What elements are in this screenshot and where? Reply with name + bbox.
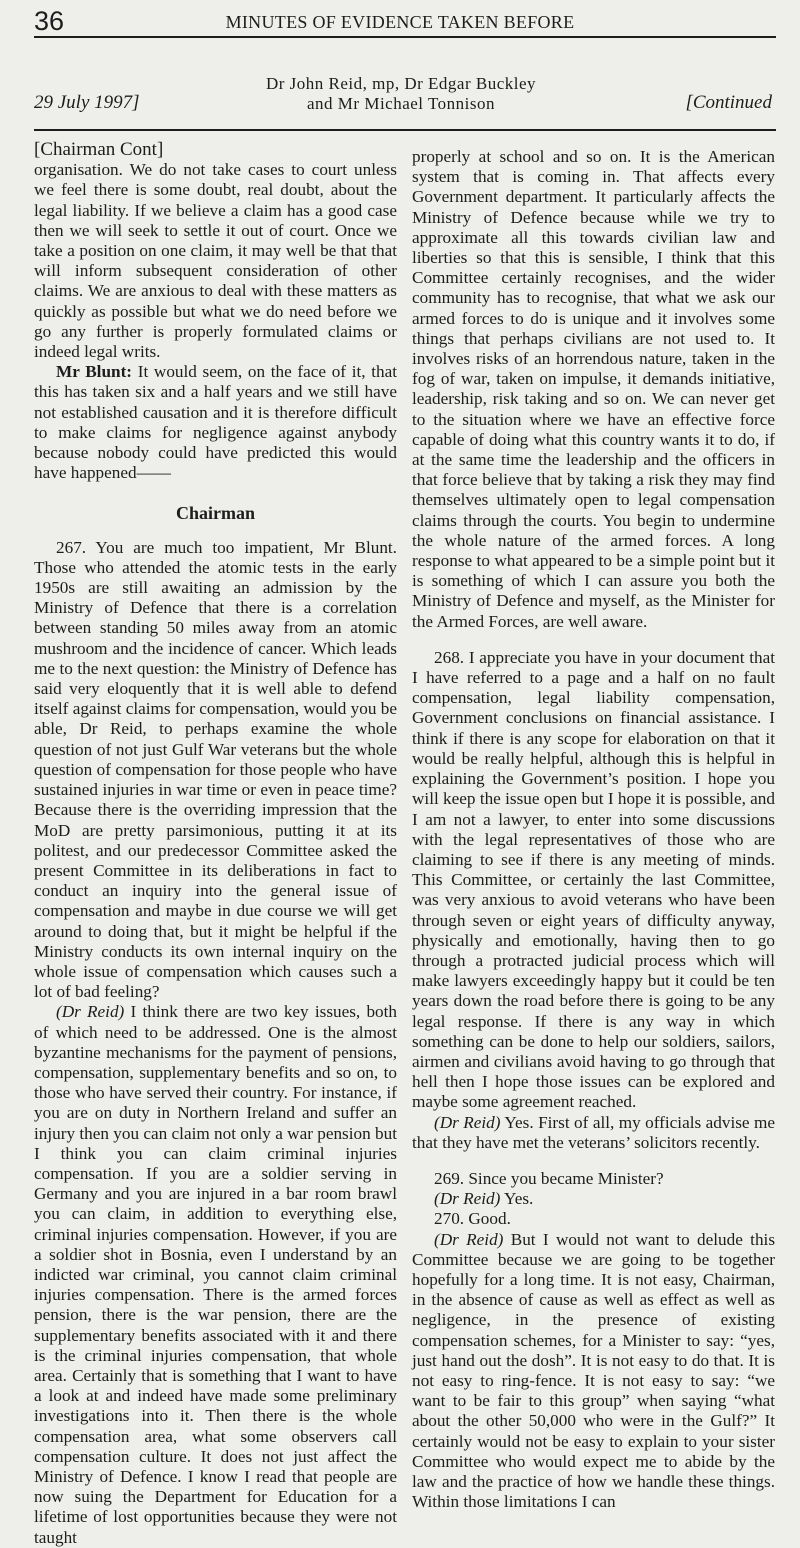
speaker: (Dr Reid) xyxy=(434,1229,504,1249)
left-column xyxy=(34,140,397,1548)
speaker: (Dr Reid) xyxy=(56,1002,125,1022)
question-270 xyxy=(412,1209,775,1229)
question-number: 270. xyxy=(434,1209,465,1229)
speech: It would seem, on the face of it, that this has taken six and a half years and we still have not established causation and it is therefore difficult to make claims for negligence against anybody because nobody could have predicted this would have happened—— xyxy=(34,362,397,483)
question-269 xyxy=(412,1169,775,1189)
chairman-cont-label: [Chairman Cont] xyxy=(34,139,164,160)
answer-text: Yes. First of all, my officials advise me that they have met the veterans’ solicitors recently. xyxy=(412,1112,775,1152)
answer-267 xyxy=(34,1002,397,1547)
paragraph: organisation. We do not take cases to court unless we feel there is some doubt, real doubt, about the legal liability. If we believe a claim has a good case then we will seek to settle it out of court. Once we take a position on one claim, it may well be that that will inform subsequent consideration of other claims. We are anxious to deal with these matters as quickly as possible but what we do need before we go any further is properly formulated claims or indeed legal writs. xyxy=(34,160,397,362)
question-text: Good. xyxy=(468,1209,511,1229)
answer-270 xyxy=(412,1230,775,1513)
question-268 xyxy=(412,648,775,1113)
question-number: 268. xyxy=(434,647,465,667)
page-number: 36 xyxy=(34,6,65,36)
question-text: You are much too impatient, Mr Blunt. Those who attended the atomic tests in the early 1950s are still awaiting an admission by the Ministry of Defence that there is a correlation between standing 50 miles away from an atomic mushroom and the incidence of cancer. Which leads me to the next question: the Ministry of Defence has said very eloquently that it is well able to defend itself against claims for compensation, would you be able, Dr Reid, to perhaps examine the whole question of not just Gulf War veterans but the whole question of compensation for those people who have sustained injuries in war time or even in peace time? Because there is the overriding impression that the MoD are pretty parsimonious, putting it at its politest, and our predecessor Committee asked the present Committee in its deliberations in fact to conduct an inquiry into the general issue of compensation and maybe in due course we will get around to doing that, but it might be helpful if the Ministry conducts its own internal inquiry on the whole issue of compensation which causes such a lot of bad feeling? xyxy=(34,537,397,1002)
header-rule xyxy=(34,129,776,131)
section-heading: Chairman xyxy=(175,503,255,524)
question-text: I appreciate you have in your document that I have referred to a page and a half on no fault compensation, legal liability compensation, Government conclusions on financial assistance. I think if there is any scope for elaboration on that it would be really helpful, although this is helpful in explaining the Government’s position. I hope you will keep the issue open but I hope it is possible, and I am not a lawyer, to enter into some discussions with the legal representatives of those who are claiming to see if there is any meeting of minds. This Committee, or certainly the last Committee, was very anxious to avoid veterans who have been through seven or eight years of difficulty anyway, physically and emotionally, having then to go through a protracted judicial process which will make lawyers exceedingly happy but it could be ten years down the road before there is going to be any legal response. If there is any way in which something can be done to help our soldiers, sailors, airmen and civilians avoid having to go through that hell then I hope those issues can be explored and maybe some agreement reached. xyxy=(412,647,776,1112)
paragraph-blunt xyxy=(34,362,397,483)
continued-marker: [Continued xyxy=(685,92,772,113)
answer-text: But I would not want to delude this Committee because we are going to be together hopefully for a long time. It is not easy, Chairman, in the absence of cause as well as effect as well as negligence, in the presence of existing compensation schemes, for a Minister to say: “yes, just hand out the dosh”. It is not easy to do that. It is not easy to ring-fence. It is not easy to say: “we want to be fair to this group” when saying “what about the other 50,000 who were in the Gulf?” It certainly would not be easy to explain to your sister Committee who would expect me to abide by the law and the practice of how we handle these things. Within those limitations I can xyxy=(412,1229,776,1512)
answer-text: I think there are two key issues, both of which need to be addressed. One is the almost byzantine mechanisms for the payment of pensions, compensation, supplementary benefits and so on, to those who have served their country. For instance, if you are on duty in Northern Ireland and suffer an injury then you can claim not only a war pension but I think you can claim criminal injuries compensation. If you are a soldier serving in Germany and you are injured in a bar room brawl you can claim, in addition to everything else, criminal injuries compensation. However, if you are a soldier shot in Bosnia, even I understand by an indicted war criminal, you cannot claim criminal injuries compensation. There is the armed forces pension, there is the war pension, there are the supplementary benefits associated with it and there is the criminal injuries compensation, that whole area. Certainly that is something that I want to have a look at and indeed have made some preliminary investigations into it. Then there is the whole compensation area, what some observers call compensation culture. It does not just affect the Ministry of Defence. I know I read that people are now suing the Department for Education for a lifetime of lost opportunities because they were not taught xyxy=(34,1002,398,1547)
answer-269 xyxy=(412,1189,775,1209)
session-date: 29 July 1997] xyxy=(34,92,140,113)
paragraph: properly at school and so on. It is the American system that is coming in. That affects every Government department. It particularly affects the Ministry of Defence because while we try to approximate all this towards civilian law and liberties so that this is sensible, I think that this Committee certainly recognises, and the wider community has to recognise, that what we ask our armed forces to do is unique and it involves some things that perhaps civilians are not used to. It involves risks of an horrendous nature, taken in the fog of war, taken on impulse, it demands initiative, leadership, risk taking and so on. We can never get to the situation where we have an effective force capable of doing what this country wants it to do, if at the same time the leadership and the officers in that force believe that by taking a risk they may find themselves ultimately open to legal compensation claims through the courts. You begin to undermine the whole nature of the armed forces. A long response to what appeared to be a simple point but it is something of which I can assure you both the Ministry of Defence and myself, as the Minister for the Armed Forces, are well aware. xyxy=(412,147,775,631)
running-head: MINUTES OF EVIDENCE TAKEN BEFORE xyxy=(225,12,575,32)
question-267 xyxy=(34,538,397,1003)
right-column xyxy=(412,147,775,1512)
answer-text: Yes. xyxy=(504,1189,534,1209)
witnesses xyxy=(230,74,572,114)
question-number: 269. xyxy=(434,1168,465,1188)
speaker: (Dr Reid) xyxy=(434,1112,501,1132)
speaker: (Dr Reid) xyxy=(434,1189,501,1209)
speaker: Mr Blunt: xyxy=(56,362,133,382)
witnesses-line-2: and Mr Michael Tonnison xyxy=(307,94,495,113)
witnesses-line-1: Dr John Reid, mp, Dr Edgar Buckley xyxy=(265,74,537,93)
question-text: Since you became Minister? xyxy=(468,1168,664,1188)
question-number: 267. xyxy=(56,537,87,557)
top-rule xyxy=(34,36,776,38)
answer-268 xyxy=(412,1113,775,1153)
